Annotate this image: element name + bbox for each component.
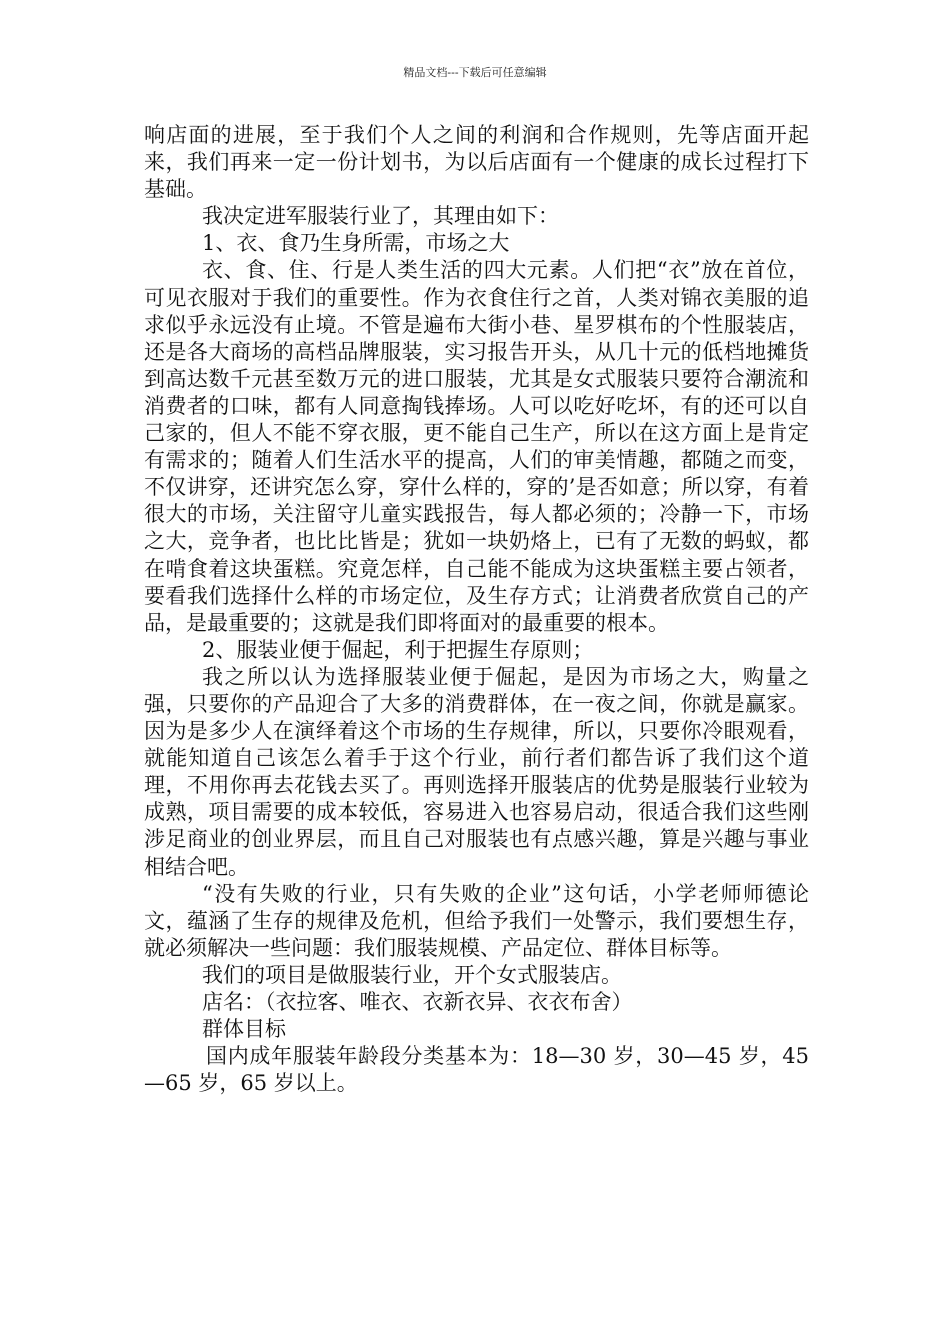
paragraph-quote: “没有失败的行业，只有失败的企业”这句话，小学老师师德论文，蕴涵了生存的规律及危机，但给予我们一处警示，我们要想生存，就必须解决一些问题：我们服装规模、产品定位、群体目标等。: [144, 881, 809, 960]
paragraph-decision: 我决定进军服装行业了，其理由如下：: [202, 204, 559, 229]
paragraph-store-name: 店名：（衣拉客、唯衣、衣新衣异、衣衣布舍）: [202, 990, 633, 1014]
paragraph-continued: 响店面的进展，至于我们个人之间的利润和合作规则，先等店面开起来，我们再来一定一份计划书，为以后店面有一个健康的成长过程打下基础。: [144, 123, 809, 202]
document-body: [144, 122, 809, 1097]
paragraph-reason-1: 衣、食、住、行是人类生活的四大元素。人们把“衣”放在首位，可见衣服对于我们的重要性。作为衣食住行之首，人类对锦衣美服的追求似乎永远没有止境。不管是遍布大街小巷、星罗棋布的个性服装店，还是各大商场的高档品牌服装，实习报告开头，从几十元的低档地摊货到高达数千元甚至数万元的进口服装，尤其是女式服装只要符合潮流和消费者的口味，都有人同意掏钱捧场。人可以吃好吃坏，有的还可以自己家的，但人不能不穿衣服，更不能自己生产，所以在这方面上是肯定有需求的；随着人们生活水平的提高，人们的审美情趣，都随之而变，不仅讲穿，还讲究怎么穿，穿什么样的，穿的’是否如意；所以穿，有着很大的市场，关注留守儿童实践报告，每人都必须的；冷静一下，市场之大，竞争者，也比比皆是；犹如一块奶烙上，已有了无数的蚂蚁，都在啃食着这块蛋糕。究竟怎样，自己能不能成为这块蛋糕主要占领者，要看我们选择什么样的市场定位，及生存方式；让消费者欣赏自己的产品，是最重要的；这就是我们即将面对的最重要的根本。: [144, 258, 809, 635]
page-header: 精品文档---下载后可任意编辑: [403, 66, 547, 79]
heading-reason-2: 2、服装业便于倔起，利于把握生存原则；: [202, 637, 594, 662]
heading-target-group: 群体目标: [202, 1017, 286, 1042]
heading-reason-1: 1、衣、食乃生身所需，市场之大: [202, 231, 510, 256]
paragraph-age-groups: 国内成年服装年龄段分类基本为：18—30 岁，30—45 岁，45—65 岁，65 岁以上。: [144, 1044, 809, 1096]
paragraph-project: 我们的项目是做服装行业，开个女式服装店。: [202, 962, 622, 987]
paragraph-reason-2: 我之所以认为选择服装业便于倔起，是因为市场之大，购量之强，只要你的产品迎合了大多的消费群体，在一夜之间，你就是赢家。因为是多少人在演绎着这个市场的生存规律，所以，只要你冷眼观看，就能知道自己该怎么着手于这个行业，前行者们都告诉了我们这个道理，不用你再去花钱去买了。再则选择开服装店的优势是服装行业较为成熟，项目需要的成本较低，容易进入也容易启动，很适合我们这些刚涉足商业的创业界层，而且自己对服装也有点感兴趣，算是兴趣与事业相结合吧。: [144, 664, 809, 879]
